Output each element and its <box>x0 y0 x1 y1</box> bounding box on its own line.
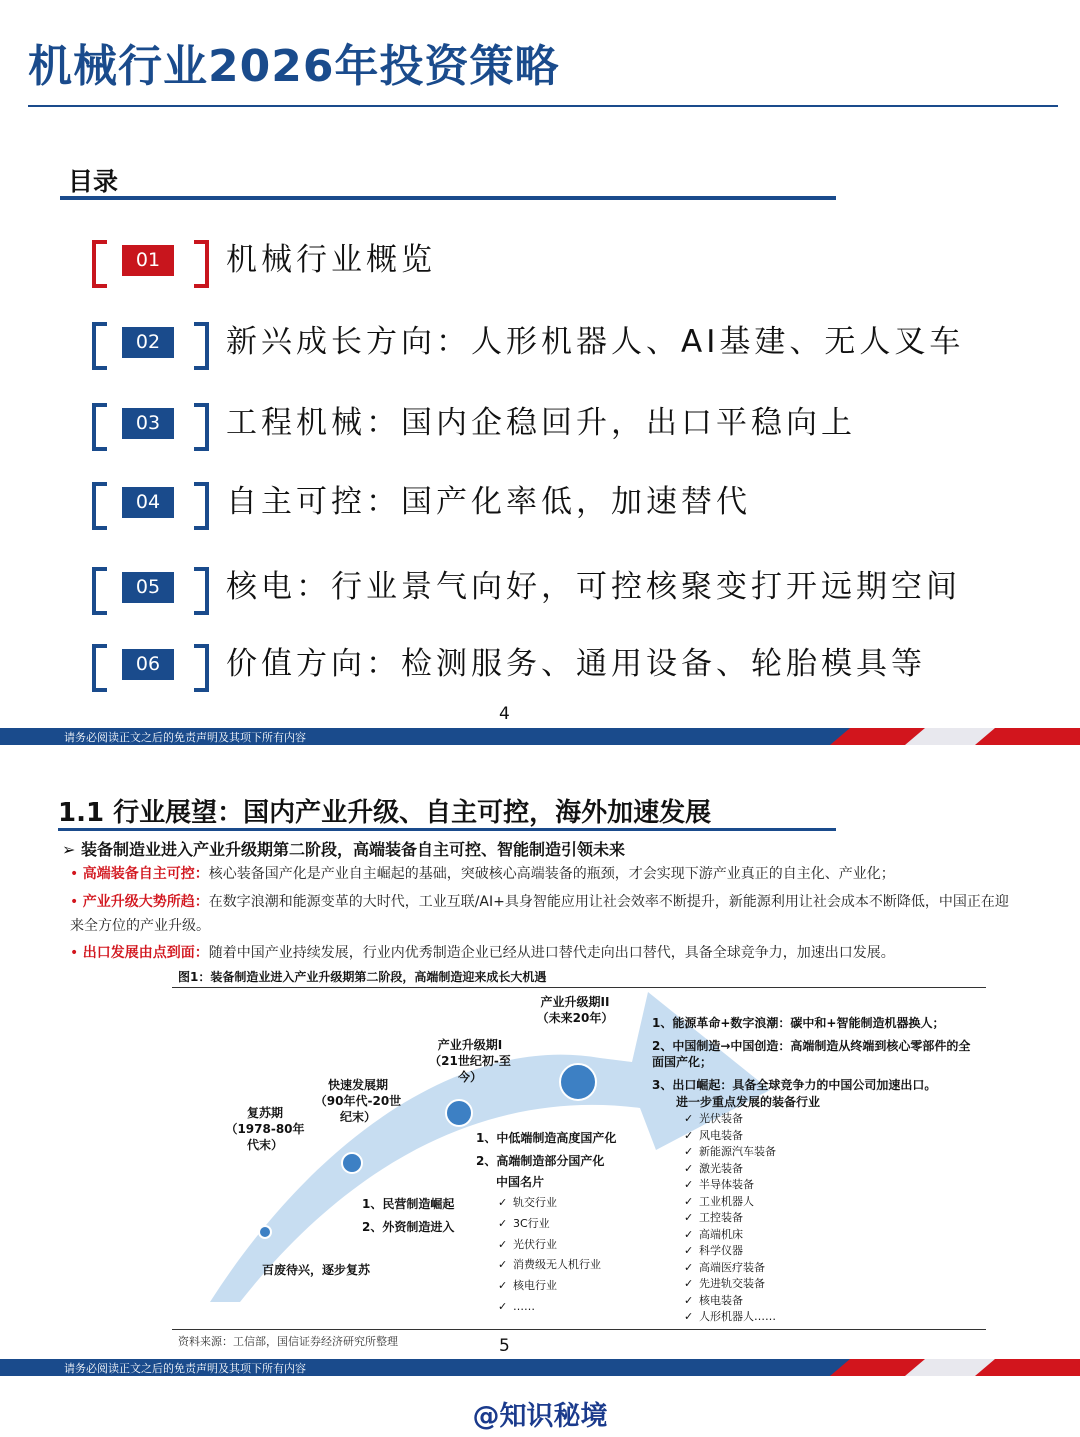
stage-1-label: 复苏期 （1978-80年 代末） <box>225 1106 305 1152</box>
toc-number: 03 <box>122 408 174 439</box>
page-number: 4 <box>499 704 510 724</box>
stage-dot-4 <box>560 1064 596 1100</box>
stage-2-label: 快速发展期 （90年代-20世 纪末） <box>314 1078 402 1124</box>
list-item <box>684 1194 776 1211</box>
list-item <box>684 1293 776 1310</box>
list-item <box>684 1177 776 1194</box>
list-item <box>684 1161 776 1178</box>
document-title: 机械行业2026年投资策略 <box>28 41 560 92</box>
list-item <box>684 1227 776 1244</box>
list-item-label: 工业机器人 <box>699 1194 754 1208</box>
toc-label: 工程机械：国内企稳回升，出口平稳向上 <box>226 405 856 441</box>
figure-bottom-rule <box>172 1329 986 1330</box>
figure-source: 资料来源：工信部，国信证券经济研究所整理 <box>178 1335 398 1348</box>
check-icon: ✓ <box>684 1194 694 1208</box>
list-item <box>684 1276 776 1293</box>
stage-2-point: 1、民营制造崛起 <box>362 1197 455 1211</box>
list-item-label: 核电行业 <box>513 1279 557 1293</box>
toc-label: 新兴成长方向：人形机器人、AI基建、无人叉车 <box>226 324 965 360</box>
list-item-label: …… <box>513 1299 535 1313</box>
lead-text: 装备制造业进入产业升级期第二阶段，高端装备自主可控、智能制造引领未来 <box>80 840 625 859</box>
check-icon: ✓ <box>684 1161 694 1175</box>
check-icon: ✓ <box>498 1216 508 1230</box>
stage-3-label: 产业升级期I （21世纪初-至 今） <box>429 1038 511 1084</box>
check-icon: ✓ <box>684 1128 694 1142</box>
list-item <box>684 1128 776 1145</box>
check-icon: ✓ <box>498 1196 508 1209</box>
check-icon: ✓ <box>684 1211 694 1224</box>
stage-2-point: 2、外资制造进入 <box>362 1220 455 1234</box>
bullet-dot-icon: • <box>70 894 83 910</box>
check-icon: ✓ <box>684 1277 694 1290</box>
check-icon: ✓ <box>684 1227 694 1241</box>
toc-label: 机械行业概览 <box>226 242 436 278</box>
toc-label: 自主可控：国产化率低，加速替代 <box>226 484 751 520</box>
stage-dot-1 <box>259 1226 271 1238</box>
stage-4-point: 1、能源革命+数字浪潮：碳中和+智能制造机器换人； <box>652 1016 945 1030</box>
check-icon: ✓ <box>684 1260 694 1274</box>
list-item-label: 风电装备 <box>699 1128 743 1142</box>
list-item-label: 光伏行业 <box>513 1237 557 1251</box>
page-number: 5 <box>499 1336 510 1356</box>
list-item <box>684 1144 776 1161</box>
list-item-label: 光伏装备 <box>699 1112 743 1125</box>
list-item-label: 消费级无人机行业 <box>513 1258 601 1272</box>
check-icon: ✓ <box>498 1237 508 1251</box>
focus-industries-list <box>684 1111 776 1326</box>
toc-number: 02 <box>122 327 174 358</box>
check-icon: ✓ <box>684 1244 694 1257</box>
stage-dot-2 <box>342 1153 362 1173</box>
list-item <box>684 1111 776 1128</box>
list-item-label: 新能源汽车装备 <box>699 1145 776 1158</box>
check-icon: ✓ <box>684 1310 694 1323</box>
list-item <box>498 1214 601 1235</box>
toc-heading: 目录 <box>68 167 119 196</box>
bullet-label: 出口发展由点到面： <box>82 945 209 961</box>
list-item-label: 核电装备 <box>699 1293 743 1307</box>
china-card-list <box>498 1193 601 1318</box>
toc-number: 05 <box>122 572 174 603</box>
list-item-label: 先进轨交装备 <box>699 1277 765 1290</box>
stage-1-description: 百废待兴，逐步复苏 <box>262 1263 371 1277</box>
bullet-dot-icon: • <box>70 945 83 961</box>
list-item <box>498 1235 601 1256</box>
list-item-label: 半导体装备 <box>699 1178 754 1191</box>
footer-band <box>0 1359 1080 1376</box>
bullet-text: 核心装备国产化是产业自主崛起的基础，突破核心高端装备的瓶颈，才会实现下游产业真正的自主化、产业化； <box>208 866 895 882</box>
section-title: 1.1 行业展望：国内产业升级、自主可控，海外加速发展 <box>58 798 712 828</box>
toc-number: 04 <box>122 487 174 518</box>
stage-4-label: 产业升级期II （未来20年） <box>536 995 614 1025</box>
disclaimer-text: 请务必阅读正文之后的免责声明及其项下所有内容 <box>64 731 306 744</box>
list-item-label: 人形机器人…… <box>699 1310 776 1323</box>
check-icon: ✓ <box>498 1299 508 1313</box>
stage-3-point: 1、中低端制造高度国产化 <box>476 1131 617 1145</box>
list-item <box>684 1243 776 1260</box>
china-card-heading: 中国名片 <box>496 1175 545 1189</box>
list-item <box>498 1255 601 1276</box>
check-icon: ✓ <box>498 1258 508 1272</box>
check-icon: ✓ <box>684 1178 694 1191</box>
check-icon: ✓ <box>684 1145 694 1158</box>
toc-number: 01 <box>122 245 174 276</box>
stage-4-point: 3、出口崛起：具备全球竞争力的中国公司加速出口。 <box>652 1078 937 1092</box>
arrow-marker-icon: ➢ <box>62 840 81 859</box>
stage-3-point: 2、高端制造部分国产化 <box>476 1154 605 1168</box>
list-item <box>498 1297 601 1318</box>
list-item-label: 高端医疗装备 <box>699 1260 765 1274</box>
list-item-label: 3C行业 <box>513 1216 550 1230</box>
stage-4-point: 2、中国制造→中国创造：高端制造从终端到核心零部件的全面国产化； <box>652 1039 971 1069</box>
toc-number: 06 <box>122 649 174 680</box>
list-item-label: 高端机床 <box>699 1227 743 1241</box>
bullet-label: 产业升级大势所趋： <box>82 894 209 910</box>
stage-dot-3 <box>446 1100 472 1126</box>
toc-label: 核电：行业景气向好，可控核聚变打开远期空间 <box>226 569 961 605</box>
list-item-label: 工控装备 <box>699 1211 743 1224</box>
list-item <box>684 1210 776 1227</box>
bullet-text: 随着中国产业持续发展，行业内优秀制造企业已经从进口替代走向出口替代，具备全球竞争力，加速出口发展。 <box>208 945 895 961</box>
check-icon: ✓ <box>498 1279 508 1293</box>
disclaimer-text: 请务必阅读正文之后的免责声明及其项下所有内容 <box>64 1362 306 1375</box>
list-item <box>498 1193 601 1214</box>
list-item <box>498 1276 601 1297</box>
figure-title: 图1：装备制造业进入产业升级期第二阶段，高端制造迎来成长大机遇 <box>178 970 547 984</box>
check-icon: ✓ <box>684 1293 694 1307</box>
list-item-label: 科学仪器 <box>699 1244 743 1257</box>
bullet-dot-icon: • <box>70 866 83 882</box>
list-item-label: 轨交行业 <box>513 1196 557 1209</box>
bullet-text: 在数字浪潮和能源变革的大时代，工业互联/AI+具身智能应用让社会效率不断提升，新能源利用让社会成本不断降低，中国正在迎来全方位的产业升级。 <box>70 894 1009 934</box>
list-item <box>684 1260 776 1277</box>
list-item-label: 激光装备 <box>699 1161 743 1175</box>
bullet-label: 高端装备自主可控： <box>82 866 209 882</box>
watermark-text: @知识秘境 <box>472 1401 608 1432</box>
toc-label: 价值方向：检测服务、通用设备、轮胎模具等 <box>226 646 926 682</box>
list-item <box>684 1309 776 1326</box>
focus-industries-heading: 进一步重点发展的装备行业 <box>676 1095 821 1109</box>
check-icon: ✓ <box>684 1112 694 1125</box>
